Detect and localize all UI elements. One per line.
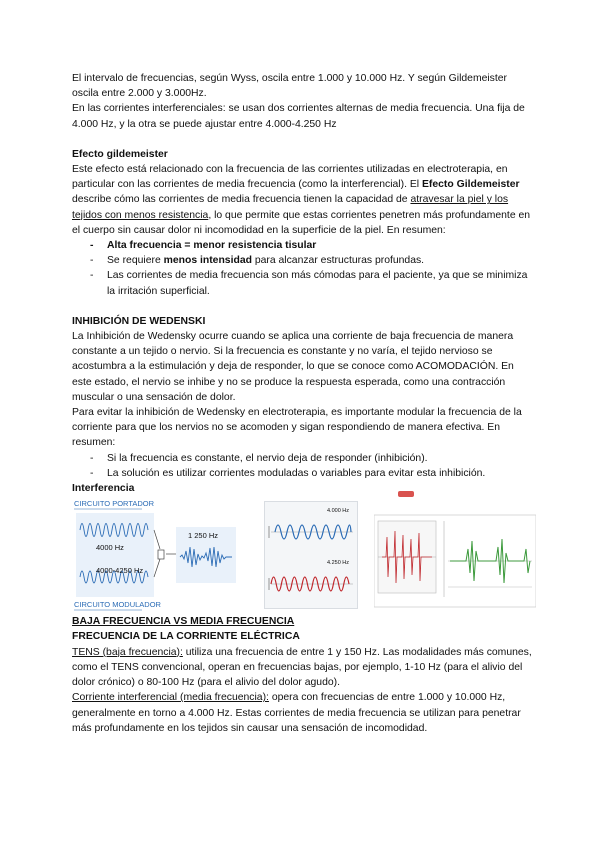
circuit-top-label: CIRCUITO PORTADOR bbox=[74, 499, 155, 509]
list-item: - Alta frecuencia = menor resistencia tisular bbox=[90, 238, 532, 253]
wedenski-paragraph-2: Para evitar la inhibición de Wedensky en electroterapia, es importante modular la frecuencia de la corriente para que los nervios no se acomoden y sigan respondiendo de manera efectiva. En resumen: bbox=[72, 407, 522, 449]
result-label: 1 250 Hz bbox=[188, 531, 219, 541]
freq2-label: 4000-4250 Hz bbox=[96, 566, 144, 576]
gildemeister-paragraph: Este efecto está relacionado con la frecuencia de las corrientes utilizadas en electroterapia, en particular con las corrientes de media frecuencia (como la interferencial). El Efecto Gildemeister describe cómo las corrientes de media frecuencia tienen la capacidad de atravesar la piel y los tejidos con menos resistencia, lo que permite que estas corrientes penetren más profundamente en el cuerpo sin causar dolor ni incomodidad en la superficie de la piel. En resumen: bbox=[72, 164, 531, 236]
list-item: - Se requiere menos intensidad para alcanzar estructuras profundas. bbox=[90, 253, 532, 268]
freq1-label: 4000 Hz bbox=[96, 543, 124, 553]
gildemeister-title: Efecto gildemeister bbox=[72, 148, 168, 160]
mixer-box-icon bbox=[158, 550, 164, 559]
list-item: - La solución es utilizar corrientes moduladas o variables para evitar esta inhibición. bbox=[90, 466, 532, 481]
document-page bbox=[72, 71, 532, 736]
circuit-bottom-label: CIRCUITO MODULADOR bbox=[74, 600, 161, 610]
two-frequency-waves-figure bbox=[264, 501, 358, 609]
oscilloscope-figure bbox=[374, 491, 536, 609]
intro-paragraph-1: El intervalo de frecuencias, según Wyss, oscila entre 1.000 y 10.000 Hz. Y según Gildemeister oscila entre 2.000 y 3.000Hz. bbox=[72, 73, 508, 100]
interferencia-title: Interferencia bbox=[72, 483, 135, 495]
red-tab-icon bbox=[398, 491, 414, 497]
interferencia-figures bbox=[72, 497, 532, 614]
frecuencia-title: FRECUENCIA DE LA CORRIENTE ELÉCTRICA bbox=[72, 631, 300, 643]
wave-label-4250: 4.250 Hz bbox=[327, 560, 350, 567]
wedenski-paragraph-1: La Inhibición de Wedensky ocurre cuando se aplica una corriente de baja frecuencia de manera constante a un tejido o nervio. Si la frecuencia es constante y no varía, el tejido nervioso se acostumbra a la estimulación y deja de responder, lo que se conoce como ACOMODACIÓN. En este estado, el nervio se inhibe y no se produce la respuesta esperada, como una contracción muscular o una sensación de dolor. bbox=[72, 331, 514, 403]
interference-circuit-diagram bbox=[72, 497, 242, 613]
list-item: - Si la frecuencia es constante, el nervio deja de responder (inhibición). bbox=[90, 451, 532, 466]
wedenski-list bbox=[72, 451, 532, 481]
wedenski-title: INHIBICIÓN DE WEDENSKI bbox=[72, 315, 206, 327]
interferencial-paragraph: Corriente interferencial (media frecuencia): opera con frecuencias de entre 1.000 y 10.000 Hz, generalmente en torno a 4.000 Hz. Estas corrientes de media frecuencia se utilizan para penetrar más profundamente en los tejidos sin causar una sensación de incomodidad. bbox=[72, 692, 521, 734]
list-item: - Las corrientes de media frecuencia son más cómodas para el paciente, ya que se minimiza la irritación superficial. bbox=[90, 268, 532, 298]
gildemeister-list bbox=[72, 238, 532, 299]
wave-label-4000: 4.000 Hz bbox=[327, 508, 350, 515]
tens-paragraph: TENS (baja frecuencia): utiliza una frecuencia de entre 1 y 150 Hz. Las modalidades más comunes, como el TENS convencional, operan en frecuencias bajas, por ejemplo, 1-10 Hz (para el alivio del dolor crónico) o 80-100 Hz (para el alivio del dolor agudo). bbox=[72, 646, 532, 689]
intro-paragraph-2: En las corrientes interferenciales: se usan dos corrientes alternas de media frecuencia. Una fija de 4.000 Hz, y la otra se puede ajustar entre 4.000-4.250 Hz bbox=[72, 103, 525, 130]
connector-lines bbox=[154, 530, 160, 577]
baja-media-title: BAJA FRECUENCIA VS MEDIA FRECUENCIA bbox=[72, 616, 295, 628]
